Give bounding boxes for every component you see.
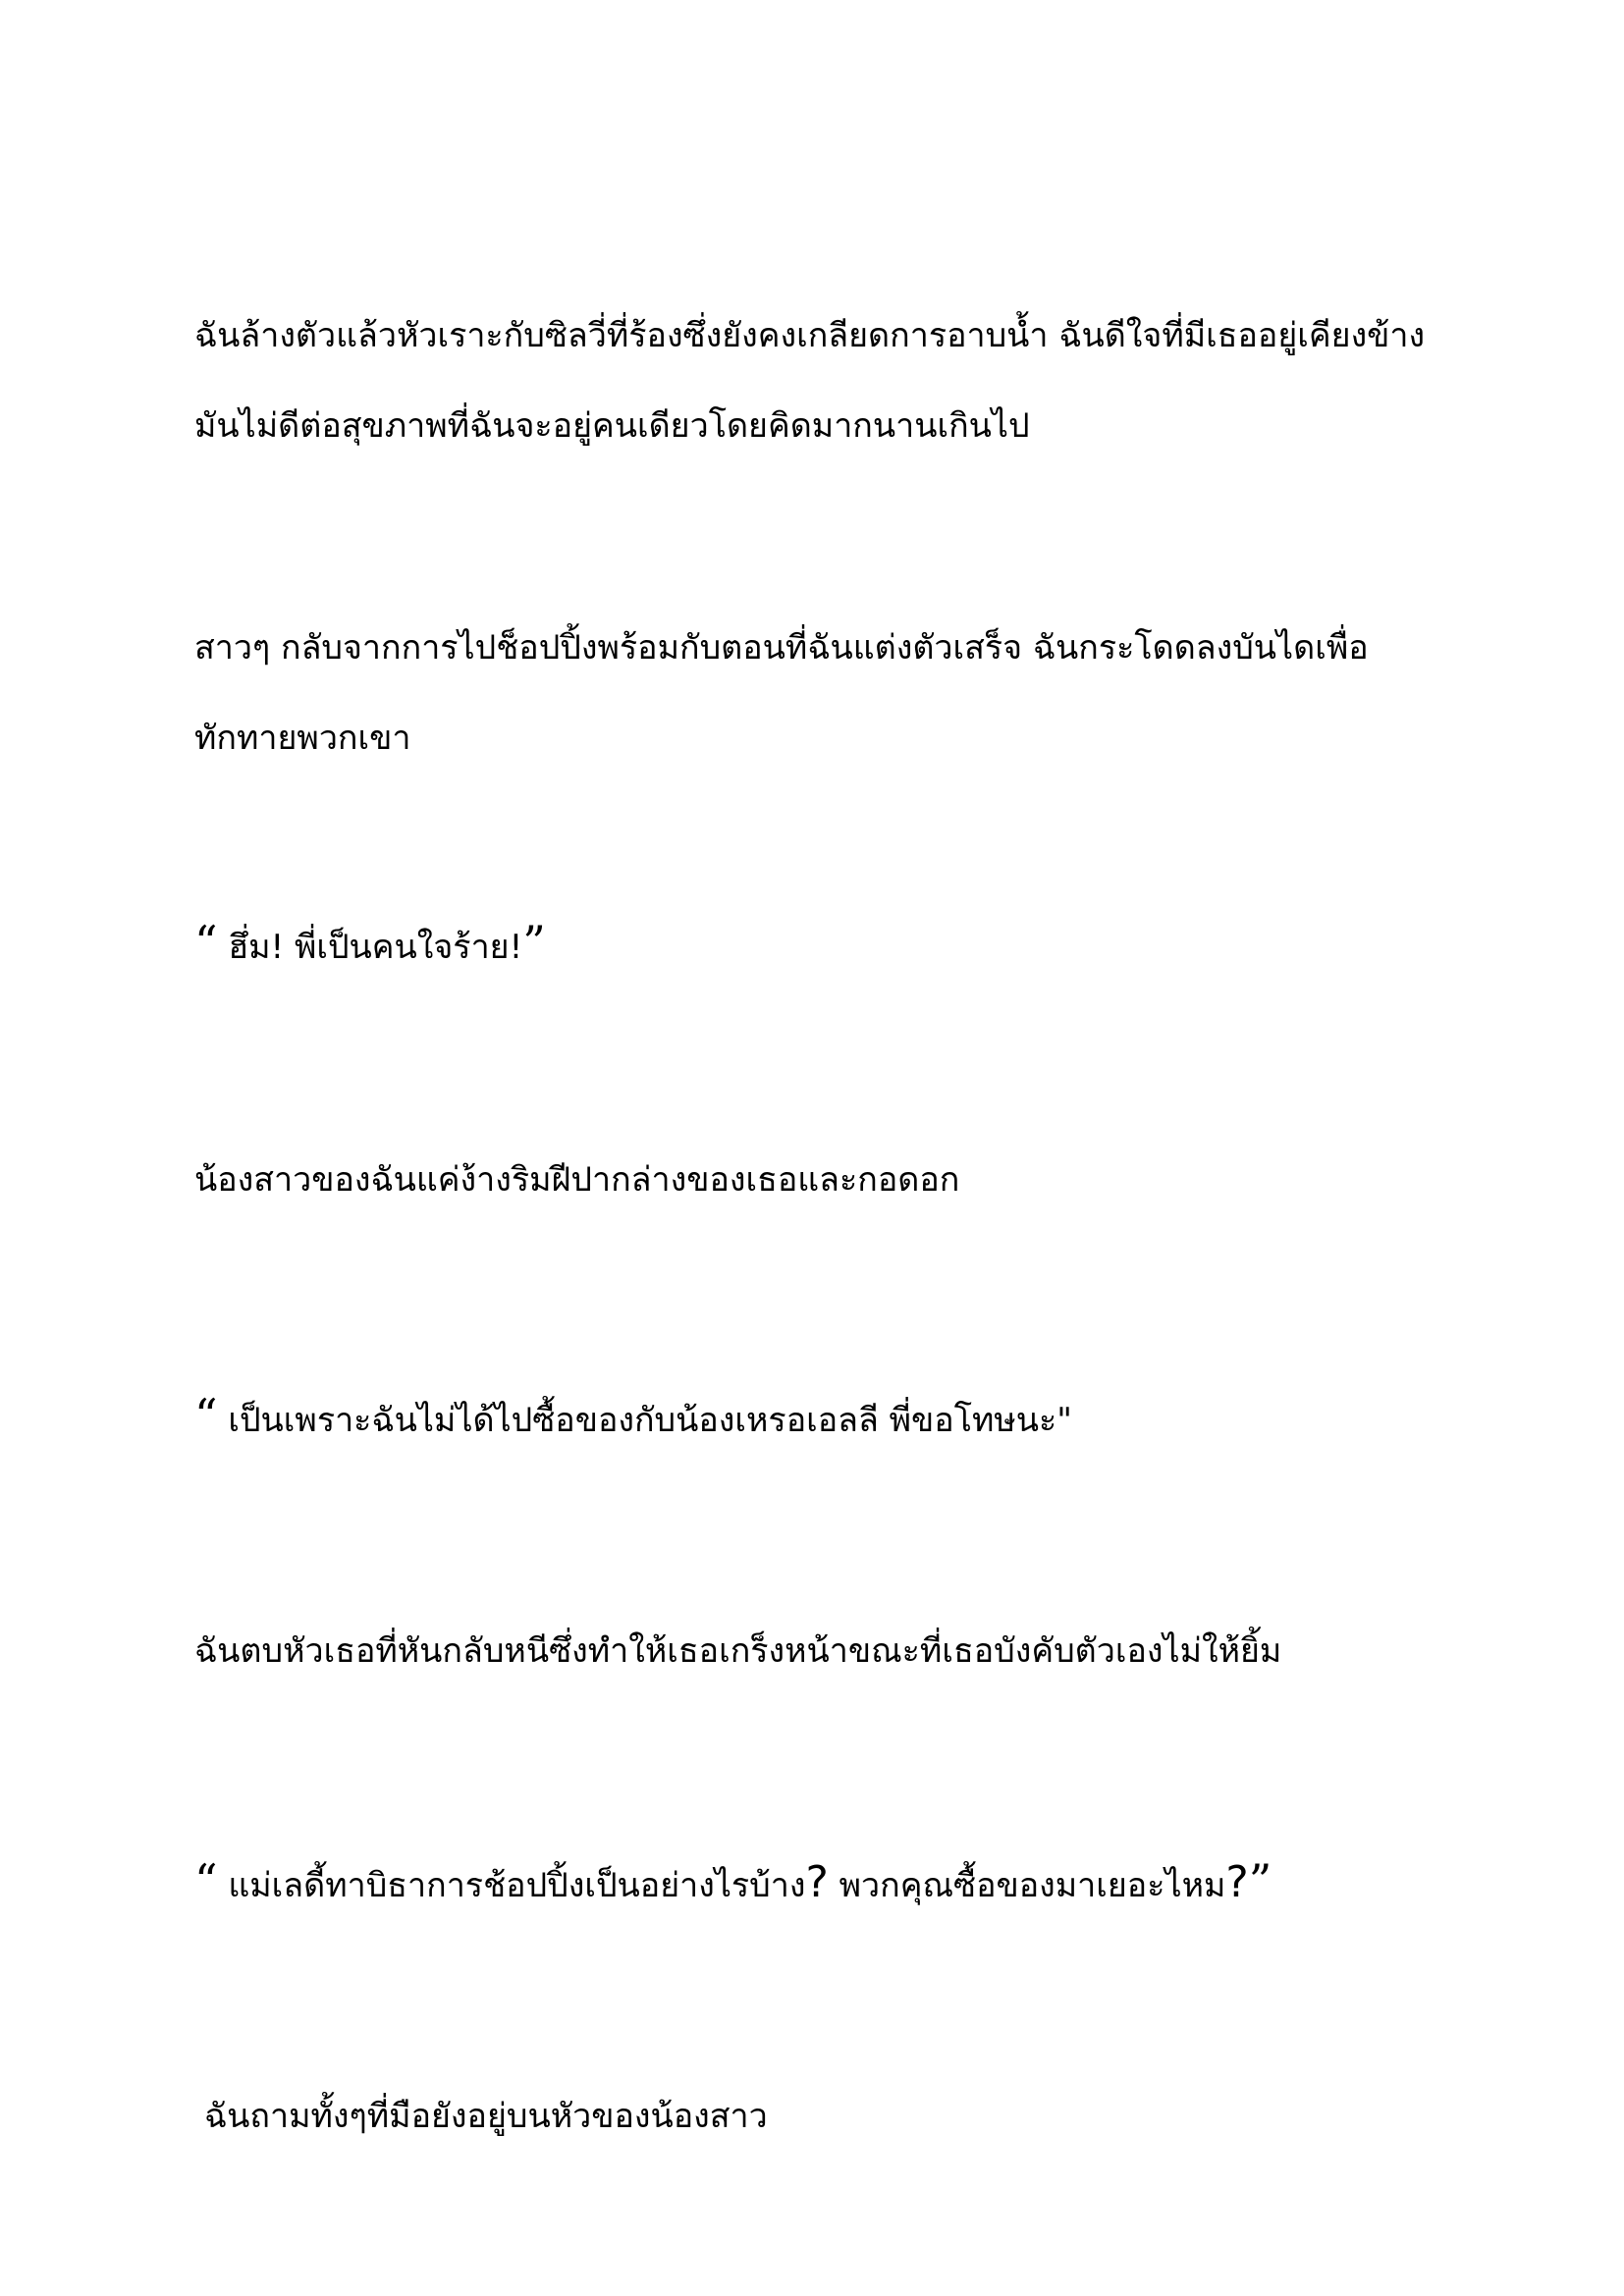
dialogue-text-part-b: พวกคุณซื้อของมาเยอะไหม [828, 1866, 1226, 1905]
question-mark: ? [1225, 1857, 1249, 1907]
open-quote-mark: “ [194, 916, 218, 969]
question-mark: ? [805, 1857, 829, 1907]
paragraph-dialogue-3 [194, 1836, 1432, 1931]
open-quote-mark: “ [194, 1389, 218, 1442]
dialogue-text: ฮึ่ม! พี่เป็นคนใจร้าย! [217, 928, 523, 967]
close-quote-mark: ” [522, 916, 546, 969]
paragraph-narration-4: ฉันตบหัวเธอที่หันกลับหนีซึ่งทำให้เธอเกร็งหน้าขณะที่เธอบังคับตัวเองไม่ให้ยิ้ม [194, 1631, 1282, 1671]
paragraph-narration-5: ฉันถามทั้งๆที่มือยังอยู่บนหัวของน้องสาว [204, 2097, 768, 2136]
paragraph-dialogue-2 [194, 1370, 1432, 1466]
paragraph-dialogue-1 [194, 897, 1432, 992]
paragraph-narration-1: ฉันล้างตัวแล้วหัวเราะกับซิลวี่ที่ร้องซึ่งยังคงเกลียดการอาบน้ำ ฉันดีใจที่มีเธออยู่เคียงข้าง มันไม่ดีต่อสุขภาพที่ฉันจะอยู่คนเดียวโดยคิดมากนานเกินไป [194, 316, 1426, 446]
paragraph-narration-3: น้องสาวของฉันแค่ง้างริมฝีปากล่างของเธอและกอดอก [194, 1160, 960, 1200]
open-quote-mark: “ [194, 1854, 218, 1907]
dialogue-text-part-a: แม่เลดี้ทาบิธาการช้อปปิ้งเป็นอย่างไรบ้าง [217, 1866, 806, 1905]
paragraph-narration-2: สาวๆ กลับจากการไปช็อปปิ้งพร้อมกับตอนที่ฉันแต่งตัวเสร็จ ฉันกระโดดลงบันไดเพื่อทักทายพวกเขา [194, 628, 1369, 758]
dialogue-text: เป็นเพราะฉันไม่ได้ไปซื้อของกับน้องเหรอเอลลี พี่ขอโทษนะ" [217, 1401, 1072, 1440]
close-quote-mark: ” [1248, 1854, 1272, 1907]
